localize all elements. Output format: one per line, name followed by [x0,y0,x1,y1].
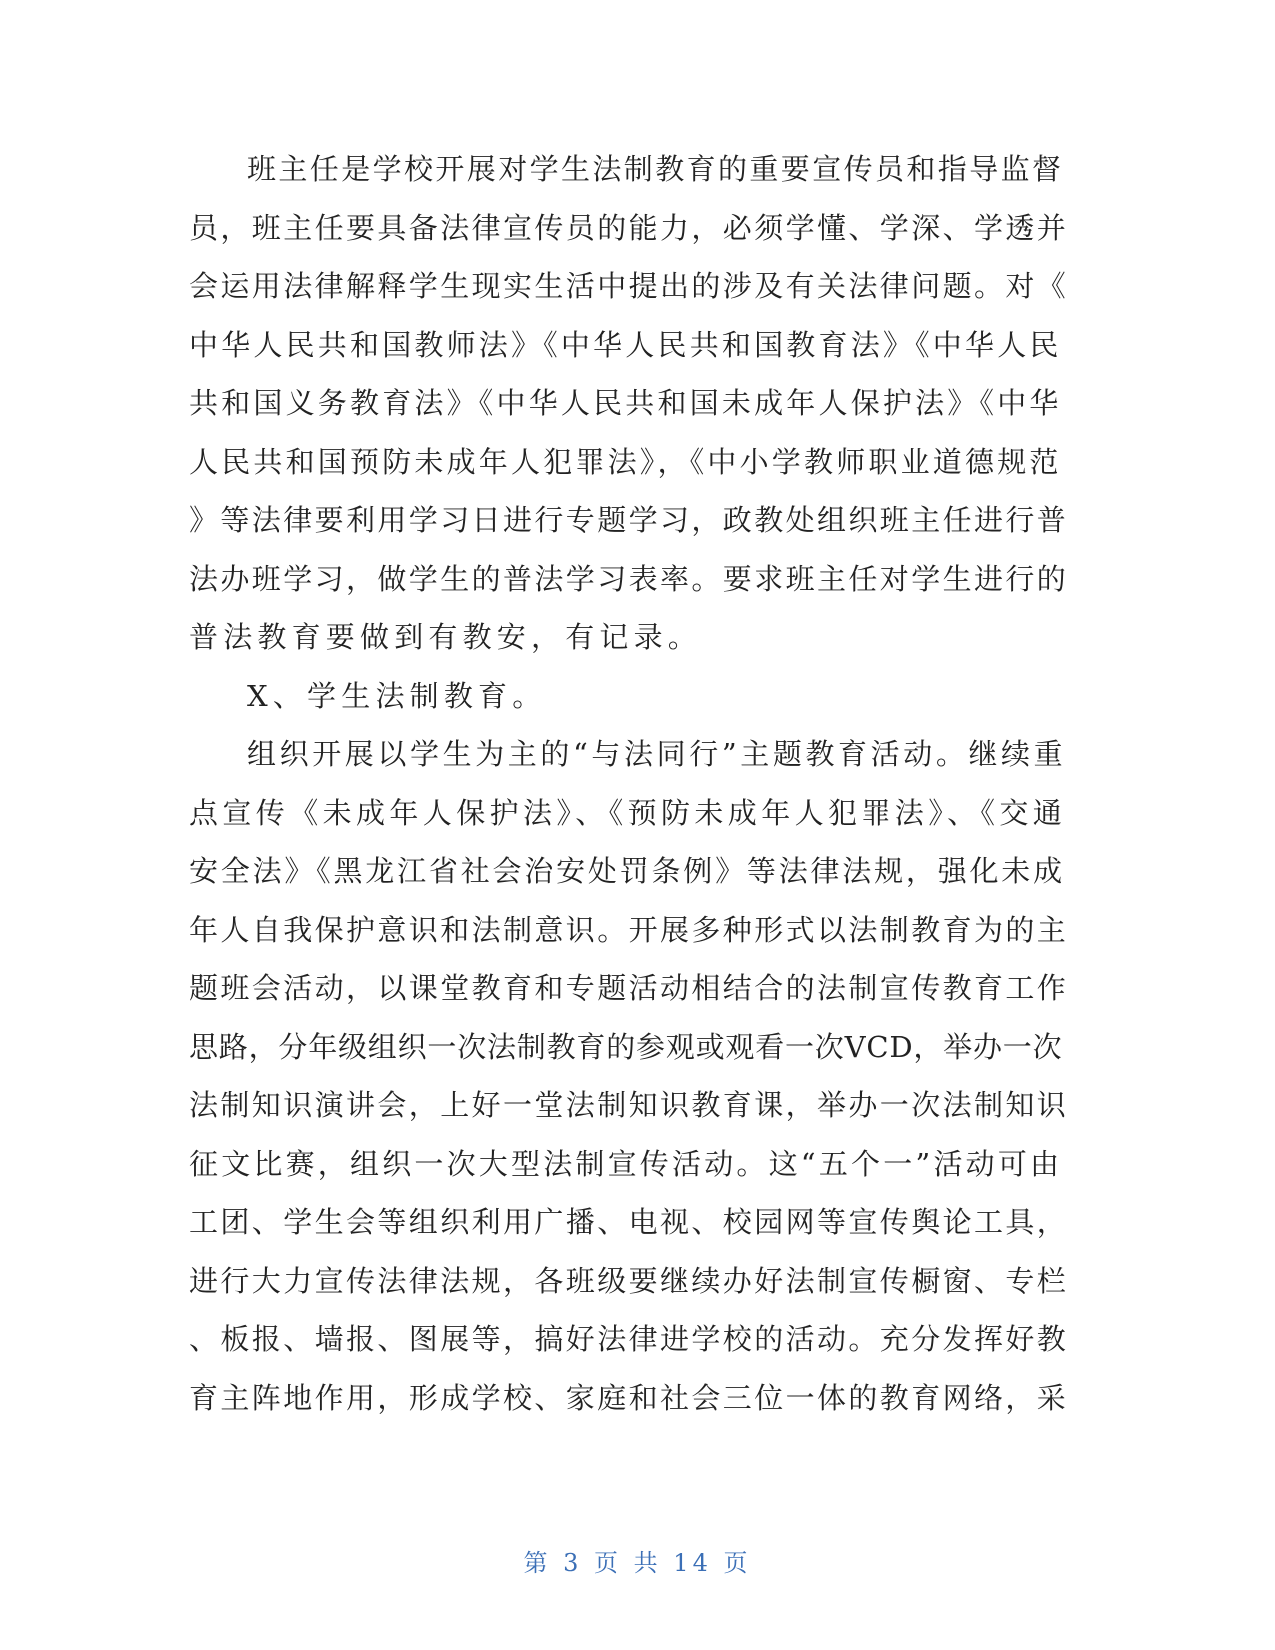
text-line: 、板报、墙报、图展等，搞好法律进学校的活动。充分发挥好教 [189,1322,1069,1356]
text-line: 》等法律要利用学习日进行专题学习，政教处组织班主任进行普 [189,503,1069,537]
text-line: 人民共和国预防未成年人犯罪法》，《中小学教师职业道德规范 [189,444,1062,479]
paragraph-2 [189,667,1069,726]
text-line: 共和国义务教育法》《中华人民共和国未成年人保护法》《中华 [189,386,1062,420]
text-line: 班主任是学校开展对学生法制教育的重要宣传员和指导监督 [247,152,1064,186]
text-line: 安全法》《黑龙江省社会治安处罚条例》等法律法规，强化未成 [189,854,1065,888]
text-line: 普法教育要做到有教安，有记录。 [189,620,703,654]
section-heading: X、学生法制教育。 [247,678,547,713]
text-line: 征文比赛，组织一次大型法制宣传活动。这“五个一”活动可由 [189,1146,1063,1181]
text-line: 组织开展以学生为主的“与法同行”主题教育活动。继续重 [247,737,1067,771]
paragraph-1 [189,140,1069,667]
page-number-footer: 第 3 页 共 14 页 [523,1549,752,1577]
paragraph-3 [189,725,1069,1427]
text-line: 员，班主任要具备法律宣传员的能力，必须学懂、学深、学透并 [189,210,1069,245]
text-line: 题班会活动，以课堂教育和专题活动相结合的法制宣传教育工作 [189,971,1069,1005]
text-line: 法制知识演讲会，上好一堂法制知识教育课，举办一次法制知识 [189,1088,1069,1122]
text-line: 法办班学习，做学生的普法学习表率。要求班主任对学生进行的 [189,561,1069,596]
text-line: 工团、学生会等组织利用广播、电视、校园网等宣传舆论工具， [189,1205,1069,1239]
text-line: 思路，分年级组织一次法制教育的参观或观看一次VCD，举办一次 [189,1029,1063,1064]
text-line: 会运用法律解释学生现实生活中提出的涉及有关法律问题。对《 [189,269,1069,303]
text-line: 进行大力宣传法律法规，各班级要继续办好法制宣传橱窗、专栏 [189,1263,1069,1298]
text-line: 点宣传《未成年人保护法》、《预防未成年人犯罪法》、《交通 [189,795,1067,830]
text-line: 中华人民共和国教师法》《中华人民共和国教育法》《中华人民 [189,327,1062,362]
text-line: 年人自我保护意识和法制意识。开展多种形式以法制教育为的主 [189,912,1069,947]
document-body [189,140,1069,1427]
text-line: 育主阵地作用，形成学校、家庭和社会三位一体的教育网络，采 [189,1380,1069,1415]
